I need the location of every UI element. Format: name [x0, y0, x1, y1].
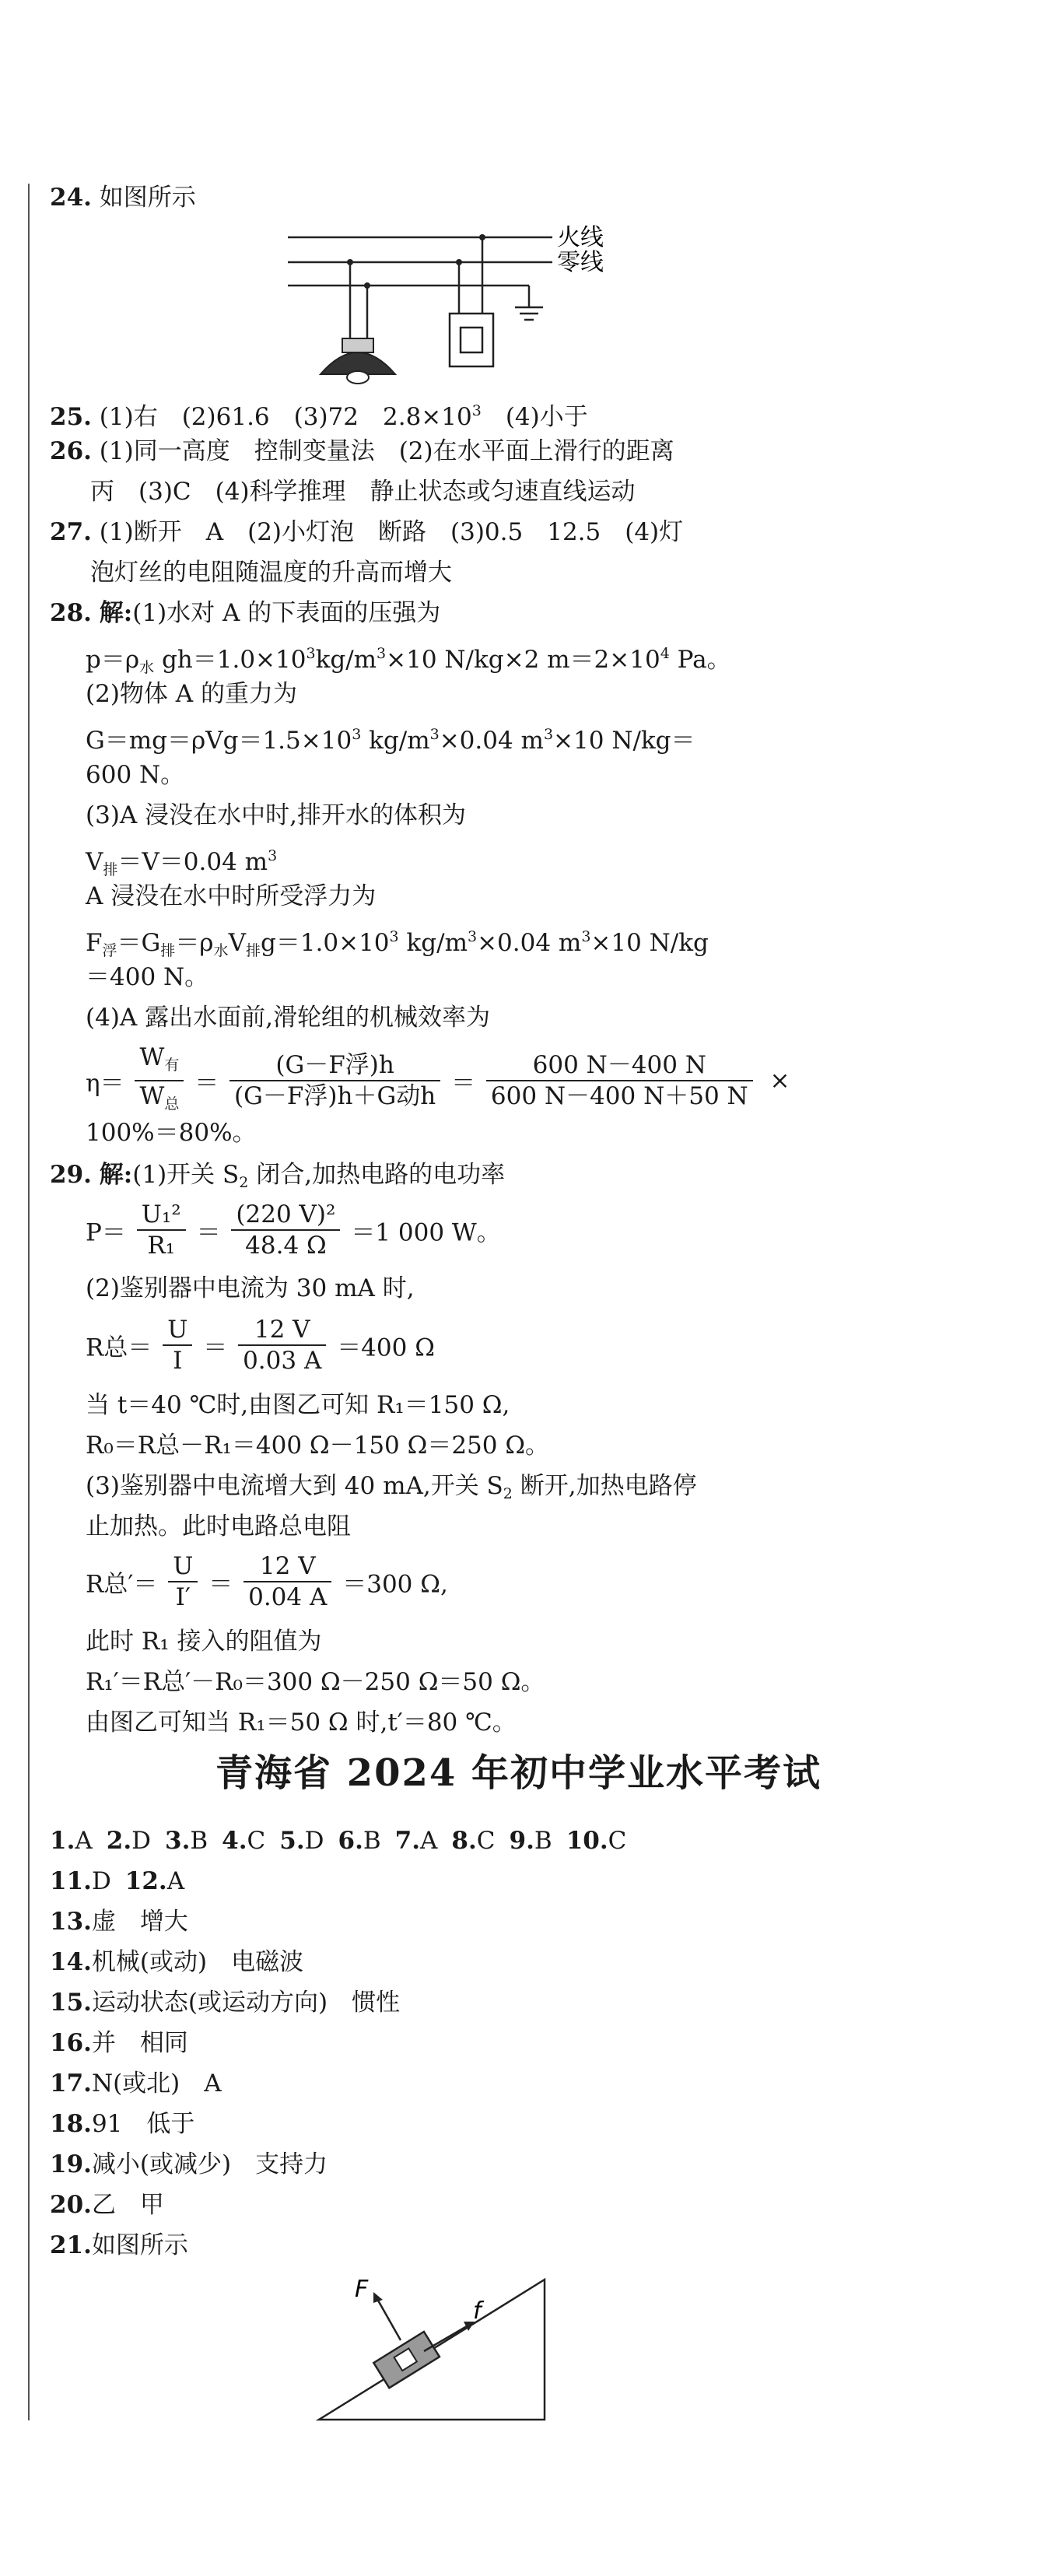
question-number: 26. [50, 437, 92, 465]
mc-answer: D [304, 1827, 324, 1855]
q29-line11: R₁′＝R总′－R₀＝300 Ω－250 Ω＝50 Ω。 [86, 1668, 545, 1696]
mc-question-number: 8. [451, 1827, 477, 1855]
mc-question-number: 2. [106, 1827, 132, 1855]
mc-answer: D [91, 1867, 111, 1895]
mc-question-number: 4. [222, 1827, 247, 1855]
q28-line4: $G=mg=\rho Vg=1.5\times 10^3$ $kg/m^3\times 0.04$ $m^3\times 10$ N/kg＝ [86, 726, 695, 755]
answer-text: 虚 增大 [91, 1908, 188, 1936]
answer-text: 并 相同 [91, 2029, 188, 2057]
mc-answer: D [131, 1827, 151, 1855]
incline-diagram [311, 2248, 576, 2427]
q25-tail: (4)小于 [481, 403, 588, 431]
solution-label: 解: [99, 599, 133, 627]
q28-line11: (4)A 露出水面前,滑轮组的机械效率为 [86, 1004, 491, 1032]
left-margin-rule [28, 184, 30, 2420]
q29-resistance2-formula: R总′＝ $\frac{U}{I'}$ ＝ $\frac{12 V}{0.04 A}$ ＝300 Ω, [86, 1552, 448, 1611]
fill-answer-line [50, 2230, 188, 2261]
question-number: 18. [50, 2110, 92, 2138]
mc-answer: C [247, 1827, 266, 1855]
q26-line2: 丙 (3)C (4)科学推理 静止状态或匀速直线运动 [90, 478, 636, 506]
q26-line1 [50, 436, 674, 467]
mc-answer: A [166, 1867, 185, 1895]
answer-text: 机械(或动) 电磁波 [91, 1948, 304, 1976]
fill-answer-line [50, 2068, 222, 2099]
fill-answer-line [50, 2149, 328, 2180]
q29-line5: 当 t＝40 ℃时,由图乙可知 R₁＝150 Ω, [86, 1391, 510, 1419]
q28-line7: $V_排=V=0.04$ $m^3$ [86, 847, 278, 878]
question-number: 13. [50, 1908, 92, 1936]
question-number: 19. [50, 2150, 92, 2178]
fill-answer-line [50, 2028, 188, 2059]
q28-line3: (2)物体 A 的重力为 [86, 680, 298, 708]
mc-answer: C [608, 1827, 627, 1855]
mc-answers-row1 [50, 1825, 640, 1856]
q27-line2: 泡灯丝的电阻随温度的升高而增大 [90, 559, 452, 587]
q24-text: 如图所示 [99, 184, 196, 212]
q25-text: (1)右 (2)61.6 (3)72 2.8×10 [99, 403, 472, 431]
answer-text: 运动状态(或运动方向) 惯性 [91, 1989, 401, 2017]
q29-resistance-formula: R总＝ $\frac{U}{I}$ ＝ $\frac{12 V}{0.03 A}$ ＝400 Ω [86, 1316, 435, 1375]
fill-answer-line [50, 1947, 303, 1978]
q28-efficiency-formula: η＝ $\frac{W_有}{W_总}$ ＝ $\frac{\text{(G－F浮)h}}{\text{(G－F浮)h＋G动h}}$ ＝ $\frac{600 N-400 N}{600 N-400 N+50 N}$ × [86, 1043, 790, 1113]
question-number: 29. [50, 1161, 92, 1189]
section-title: 青海省 2024 年初中学业水平考试 [215, 1751, 822, 1795]
answer-text: 如图所示 [91, 2231, 188, 2259]
fill-answer-line [50, 2189, 164, 2220]
q24-line [50, 182, 196, 213]
force-f-label: f [473, 2297, 482, 2325]
q25-exp: 3 [471, 402, 482, 419]
fire-wire-label: 火线 [557, 224, 604, 251]
question-number: 20. [50, 2191, 92, 2219]
q29-line8: 止加热。此时电路总电阻 [86, 1512, 351, 1540]
mc-answers-row2 [50, 1866, 198, 1897]
answer-text: N(或北) A [91, 2070, 222, 2098]
q29-line6: R₀＝R总－R₁＝400 Ω－150 Ω＝250 Ω。 [86, 1432, 550, 1460]
mc-question-number: 11. [50, 1867, 92, 1895]
q28-line9: $F_浮=G_排=\rho_水V_排g=1.0\times 10^3$ $kg/m^3\times 0.04$ $m^3\times 10$ N/kg [86, 928, 709, 959]
zero-wire-label: 零线 [557, 249, 604, 276]
q28-line5: 600 N。 [86, 761, 185, 789]
question-number: 28. [50, 599, 92, 627]
mc-answer: B [534, 1827, 552, 1855]
answer-text: 乙 甲 [91, 2191, 164, 2219]
q29-power-formula: P＝ $\frac{\text{U₁²}}{\text{R₁}}$ ＝ $\frac{\text{(220 V)²}}{48.4 \Omega}$ ＝1 000 W。 [86, 1200, 501, 1260]
q25-line [50, 395, 588, 433]
mc-question-number: 9. [509, 1827, 534, 1855]
q28-line8: A 浸没在水中时所受浮力为 [86, 882, 377, 910]
q28-line6: (3)A 浸没在水中时,排开水的体积为 [86, 801, 467, 829]
q27-line1 [50, 517, 683, 548]
mc-question-number: 5. [279, 1827, 305, 1855]
q29-line7: (3)鉴别器中电流增大到 40 mA,开关 $S_2$ 断开,加热电路停 [86, 1472, 697, 1502]
q28-line10: ＝400 N。 [86, 963, 209, 991]
mc-question-number: 6. [338, 1827, 363, 1855]
answer-text: 减小(或减少) 支持力 [91, 2150, 328, 2178]
mc-question-number: 12. [124, 1867, 167, 1895]
q29-line1: 29. 解:(1)开关 $S_2$ 闭合,加热电路的电功率 [50, 1161, 506, 1191]
question-number: 17. [50, 2070, 92, 2098]
question-number: 27. [50, 518, 92, 546]
q29-line10: 此时 R₁ 接入的阻值为 [86, 1628, 322, 1656]
question-number: 14. [50, 1948, 92, 1976]
fill-answer-line [50, 1987, 400, 2018]
q28-line2: $p=\rho_水$ $gh=1.0\times 10^3kg/m^3\times 10$ N/kg×2 $m=2\times 10^4$ Pa。 [86, 645, 731, 676]
mc-question-number: 7. [394, 1827, 421, 1855]
question-number: 21. [50, 2231, 92, 2259]
circuit-diagram [265, 222, 638, 397]
mc-answer: B [190, 1827, 208, 1855]
mc-question-number: 3. [165, 1827, 191, 1855]
q28-line13: 100%＝80%。 [86, 1119, 257, 1147]
question-number: 25. [50, 403, 92, 431]
solution-label: 解: [99, 1161, 133, 1189]
answer-text: 91 低于 [91, 2110, 195, 2138]
mc-answer: C [476, 1827, 496, 1855]
q27-text: (1)断开 A (2)小灯泡 断路 (3)0.5 12.5 (4)灯 [99, 518, 684, 546]
question-number: 16. [50, 2029, 92, 2057]
mc-question-number: 1. [50, 1827, 75, 1855]
q29-line12: 由图乙可知当 R₁＝50 Ω 时,t′＝80 ℃。 [86, 1709, 517, 1737]
force-F-label: F [355, 2276, 369, 2303]
q28-line1 [50, 598, 440, 629]
mc-question-number: 10. [566, 1827, 608, 1855]
mc-answer: A [420, 1827, 438, 1855]
fill-answer-line [50, 1906, 188, 1937]
question-number: 15. [50, 1989, 92, 2017]
mc-answer: B [363, 1827, 381, 1855]
q26-text: (1)同一高度 控制变量法 (2)在水平面上滑行的距离 [99, 437, 674, 465]
q28-text: (1)水对 A 的下表面的压强为 [132, 599, 441, 627]
fill-answer-line [50, 2108, 194, 2140]
mc-answer: A [75, 1827, 93, 1855]
question-number: 24. [50, 184, 92, 212]
q29-line3: (2)鉴别器中电流为 30 mA 时, [86, 1274, 415, 1302]
